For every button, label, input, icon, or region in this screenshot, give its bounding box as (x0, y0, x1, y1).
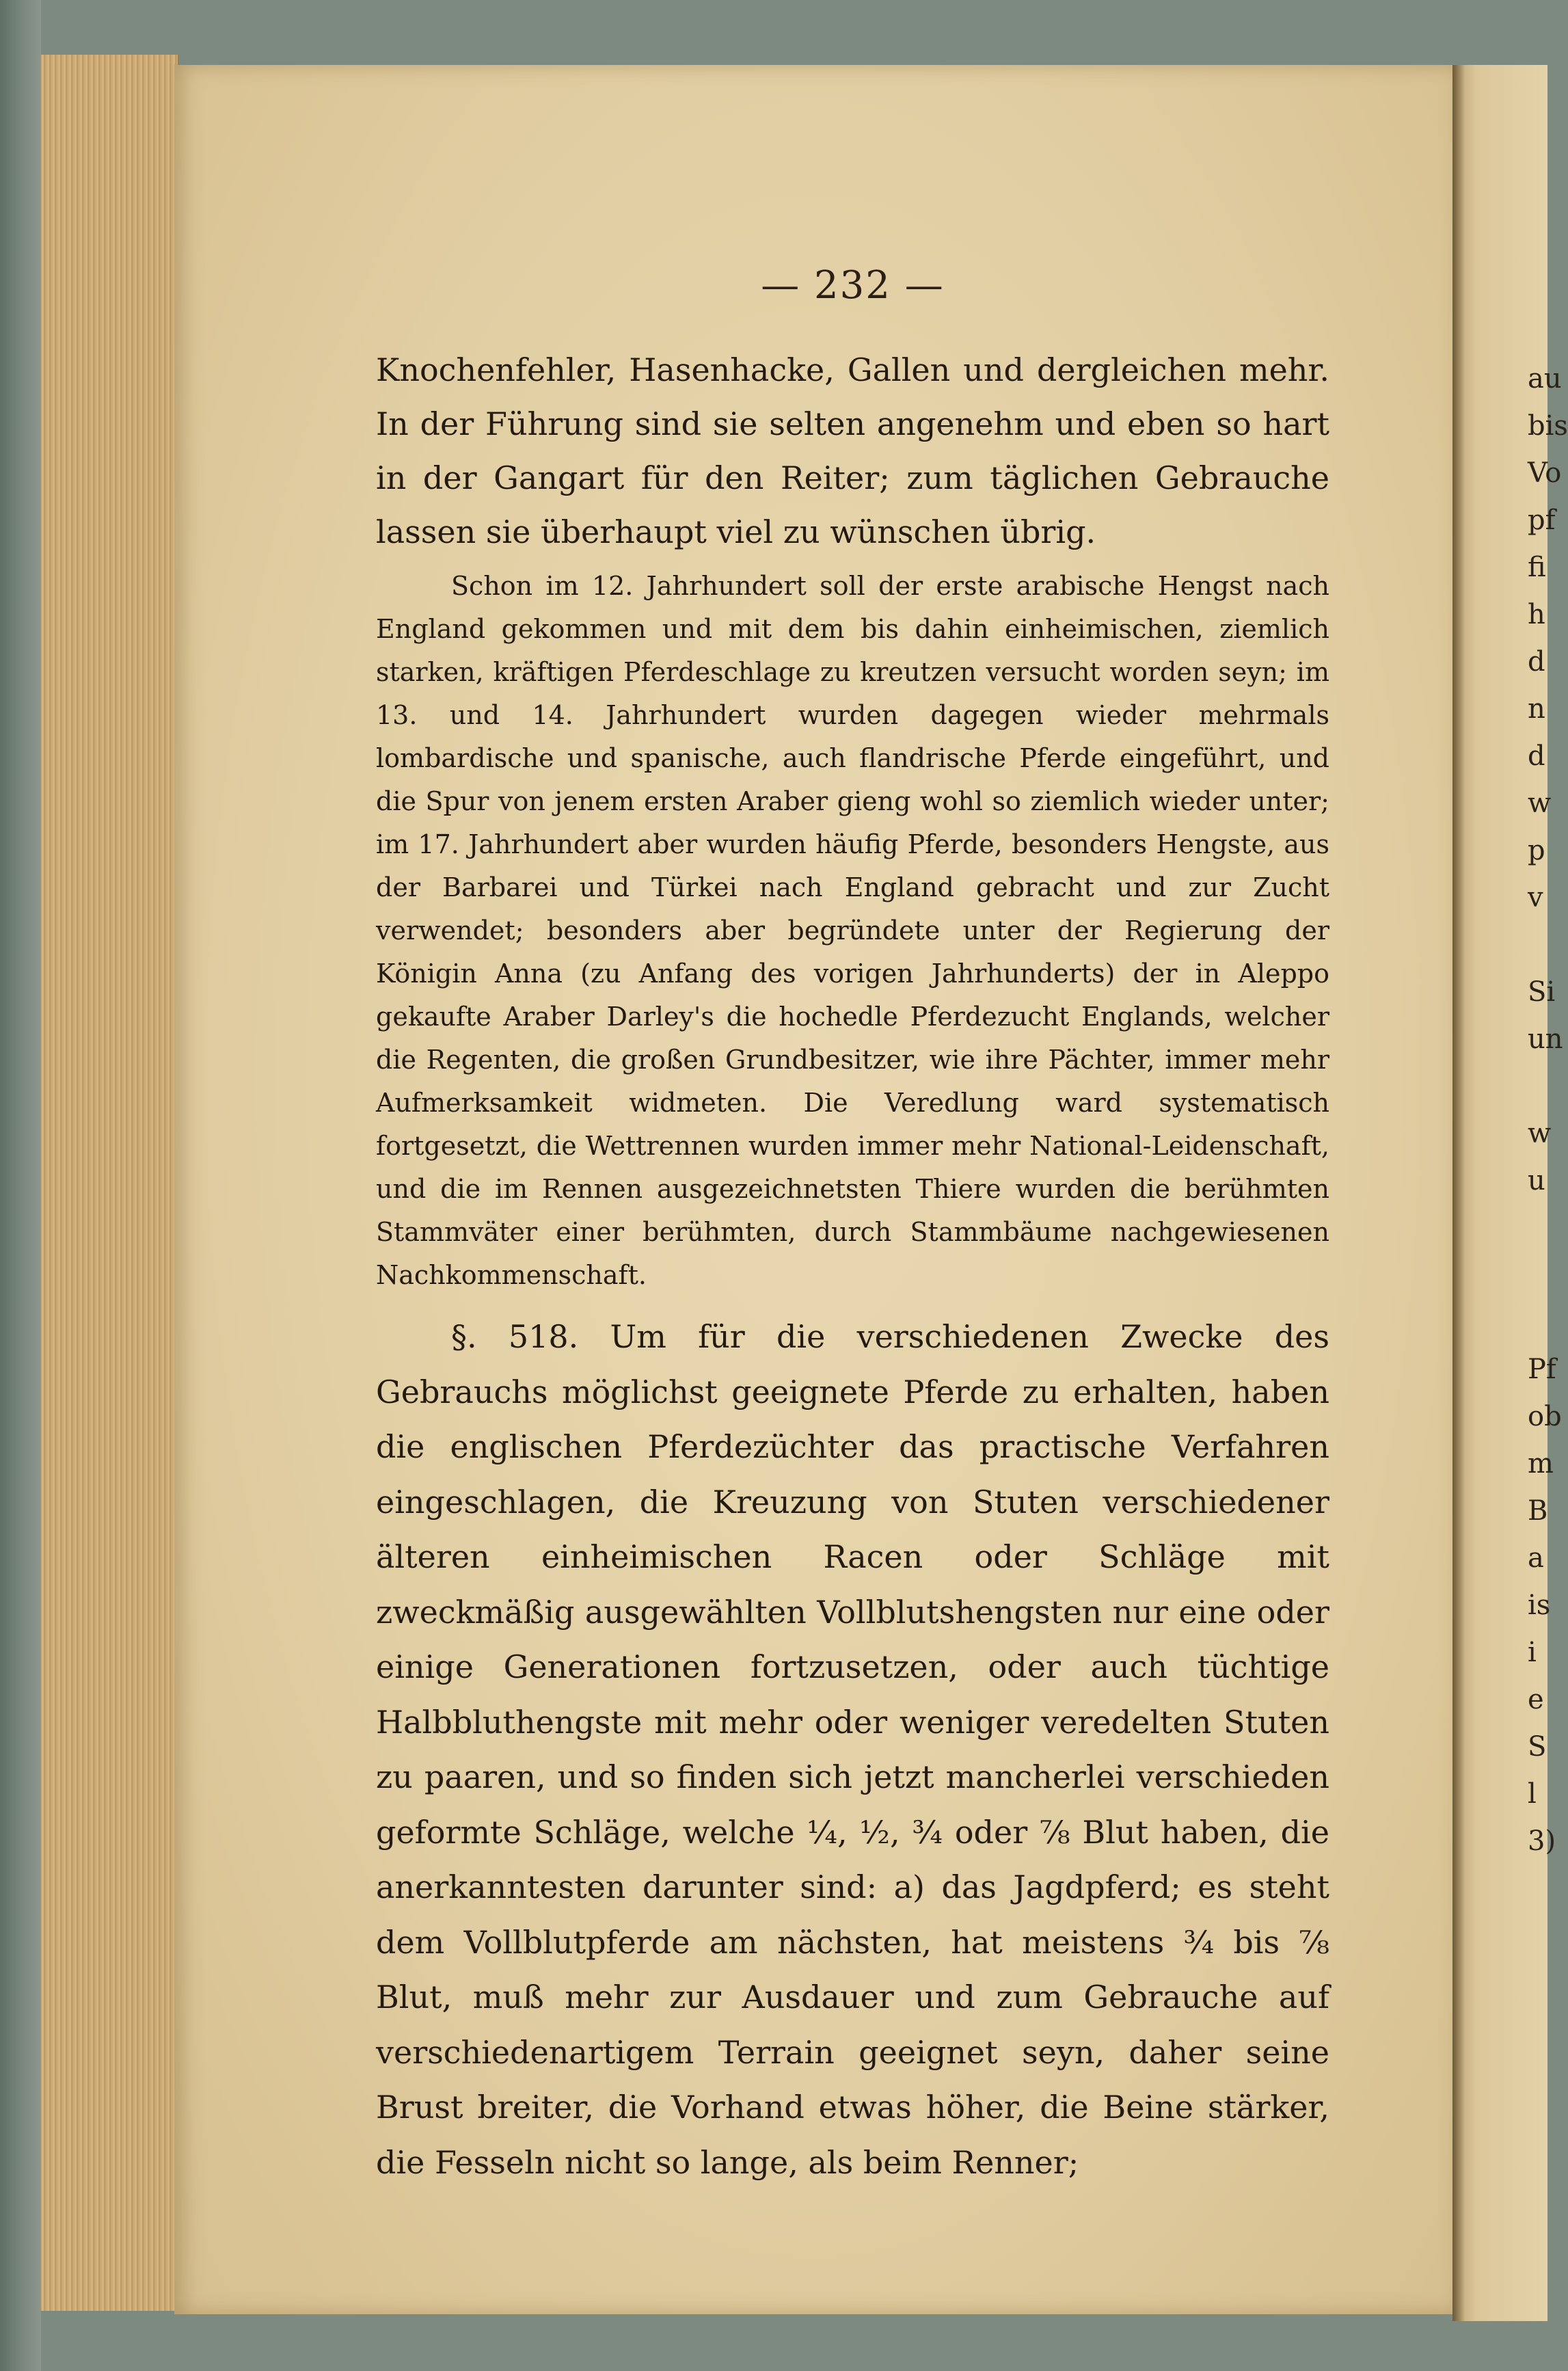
facing-fragment: w (1528, 788, 1552, 819)
facing-fragment: p (1528, 835, 1545, 866)
facing-fragment: au (1528, 363, 1562, 394)
facing-fragment: d (1528, 740, 1545, 772)
facing-fragment: S (1528, 1731, 1547, 1763)
page-text-block (376, 263, 1329, 2190)
facing-fragment: d (1528, 646, 1545, 678)
book-binding-edge (0, 0, 41, 2371)
facing-fragment (1528, 922, 1568, 969)
paragraph-section-518: §. 518. Um für die verschiedenen Zwecke des Gebrauchs möglichst geeignete Pferde zu erhalten, haben die englischen Pferdezüchter das practische Verfahren eingeschlagen, die Kreuzung von Stuten verschiedener älteren einheimischen Racen oder Schläge mit zweckmäßig ausgewählten Vollblutshengsten nur eine oder einige Generationen fortzusetzen, oder auch tüchtige Halbbluthengste mit mehr oder weniger veredelten Stuten zu paaren, und so finden sich jetzt mancherlei verschieden geformte Schläge, welche ¼, ½, ¾ oder ⅞ Blut haben, die anerkanntesten darunter sind: a) das Jagdpferd; es steht dem Vollblutpferde am nächsten, hat meistens ¾ bis ⅞ Blut, muß mehr zur Ausdauer und zum Gebrauche auf verschiedenartigem Terrain geeignet seyn, daher seine Brust breiter, die Vorhand etwas höher, die Beine stärker, die Fesseln nicht so lange, als beim Renner; (376, 1318, 1329, 2181)
facing-fragment (1528, 1299, 1568, 1346)
facing-fragment: v (1528, 882, 1543, 913)
paragraph-intro: Knochenfehler, Hasenhacke, Gallen und dergleichen mehr. In der Führung sind sie selten angenehm und eben so hart in der Gangart für den Reiter; zum täglichen Gebrauche lassen sie überhaupt viel zu wünschen übrig. (376, 351, 1329, 550)
facing-fragment: n (1528, 693, 1545, 725)
facing-fragment: fi (1528, 552, 1546, 583)
facing-fragment: bis (1528, 410, 1568, 442)
facing-fragment: Vo (1528, 457, 1562, 489)
facing-fragment: pf (1528, 505, 1556, 536)
facing-fragment: m (1528, 1448, 1554, 1479)
facing-fragment: e (1528, 1684, 1544, 1715)
facing-fragment: Pf (1528, 1354, 1556, 1385)
facing-fragment: h (1528, 599, 1545, 630)
facing-fragment: un (1528, 1023, 1563, 1055)
facing-fragment: i (1528, 1637, 1537, 1668)
facing-fragment (1528, 1252, 1568, 1299)
facing-fragment: u (1528, 1165, 1545, 1196)
facing-fragment: 3) (1528, 1825, 1556, 1857)
facing-fragment (1528, 1205, 1568, 1252)
page-number: — 232 — (761, 263, 945, 308)
facing-fragment: is (1528, 1590, 1551, 1621)
page-edges-stack (41, 55, 179, 2311)
facing-fragment: Si (1528, 976, 1556, 1008)
facing-fragment: w (1528, 1118, 1552, 1149)
facing-fragment: B (1528, 1495, 1548, 1527)
facing-fragment: a (1528, 1542, 1544, 1574)
facing-page-text-fragments (1528, 356, 1568, 1865)
page-gutter-shadow (1452, 65, 1465, 2321)
facing-fragment (1528, 1063, 1568, 1110)
facing-fragment: l (1528, 1778, 1537, 1810)
facing-fragment: ob (1528, 1401, 1562, 1432)
paragraph-history: Schon im 12. Jahrhundert soll der erste arabische Hengst nach England gekommen und mit dem bis dahin einheimischen, ziemlich starken, kräftigen Pferdeschlage zu kreutzen versucht worden seyn; im 13. und 14. Jahrhundert wurden dagegen wieder mehrmals lombardische und spanische, auch flandrische Pferde eingeführt, und die Spur von jenem ersten Araber gieng wohl so ziemlich wieder unter; im 17. Jahrhundert aber wurden häufig Pferde, besonders Hengste, aus der Barbarei und Türkei nach England gebracht und zur Zucht verwendet; besonders aber begründete unter der Regierung der Königin Anna (zu Anfang des vorigen Jahrhunderts) der in Aleppo gekaufte Araber Darley's die hochedle Pferdezucht Englands, welcher die Regenten, die großen Grundbesitzer, wie ihre Pächter, immer mehr Aufmerksamkeit widmeten. Die Veredlung ward systematisch fortgesetzt, die Wettrennen wurden immer mehr National-Leidenschaft, und die im Rennen ausgezeichnetsten Thiere wurden die berühmten Stammväter einer berühmten, durch Stammbäume nachgewiesenen Nachkommenschaft. (376, 571, 1329, 1290)
